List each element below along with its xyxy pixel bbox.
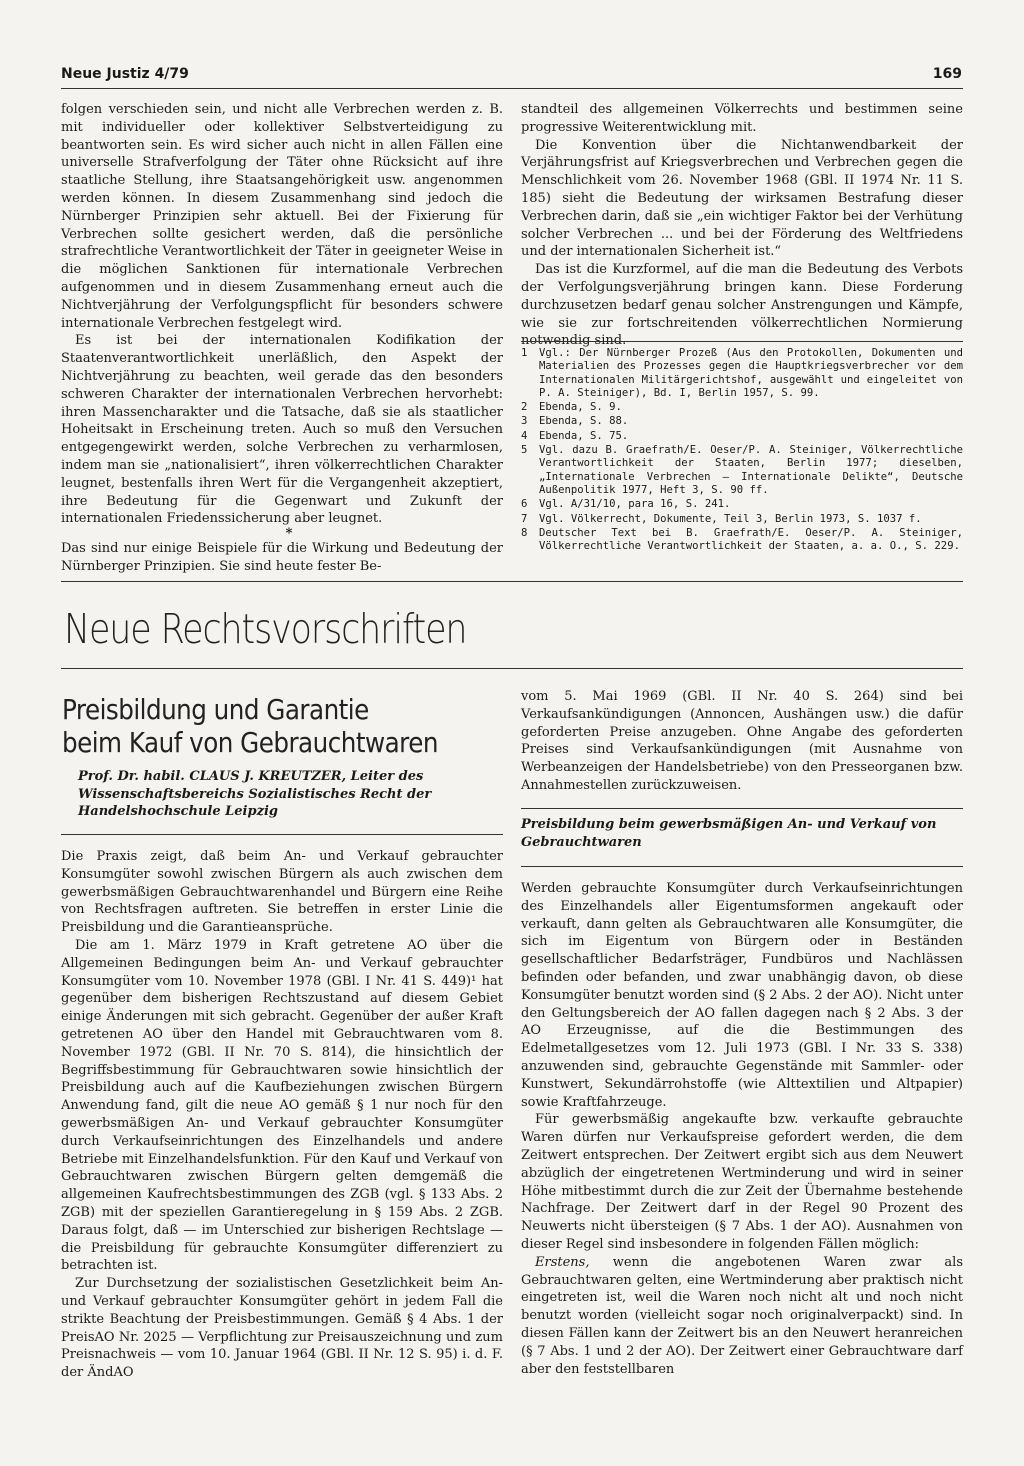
footnote-text: Ebenda, S. 75. xyxy=(539,429,629,442)
paragraph xyxy=(521,1254,963,1379)
footnote xyxy=(521,401,963,414)
paragraph: Das ist die Kurzformel, auf die man die Bedeutung des Verbots der Verfolgungsverjährung bringen kann. Diese Forderung durchzusetzen bedarf genau solcher Anstrengungen und Kämpfe, wie sie zur fortschreitenden völkerrechtlichen Normierung notwendig sind. xyxy=(521,262,963,349)
footnote-rule xyxy=(521,341,963,342)
article-left-column xyxy=(61,848,503,1382)
footnote-number: 8 xyxy=(521,526,528,539)
article-right-column-intro xyxy=(521,688,963,795)
footnote-number: 2 xyxy=(521,401,528,414)
paragraph: standteil des allgemeinen Völkerrechts und bestimmen seine progressive Weiterentwicklung mit. xyxy=(521,102,963,135)
section-title: Neue Rechtsvorschriften xyxy=(64,605,467,653)
footnote-text: Deutscher Text bei B. Graefrath/E. Oeser/P. A. Steiniger, Völkerrechtliche Verantwortlichkeit der Staaten, a. a. O., S. 229. xyxy=(539,526,963,553)
paragraph: Für gewerbsmäßig angekaufte bzw. verkaufte gebrauchte Waren dürfen nur Verkaufspreise gefordert werden, die dem Zeitwert entsprechen. Der Zeitwert ergibt sich aus dem Neuwert abzüglich der eingetretenen Wertminderung und wird in seiner Höhe mitbestimmt durch die zur Zeit der Übernahme bestehende Nachfrage. Der Zeitwert darf in der Regel 90 Prozent des Neuwerts nicht übersteigen (§ 7 Abs. 1 der AO). Ausnahmen von dieser Regel sind insbesondere in folgenden Fällen möglich: xyxy=(521,1112,963,1252)
emphasis: Erstens, xyxy=(535,1254,590,1270)
footnote xyxy=(521,415,963,428)
footnote-text: Vgl. dazu B. Graefrath/E. Oeser/P. A. Steiniger, Völkerrechtliche Verantwortlichkeit der Staaten, Berlin 1977; dieselben, „Internationale Verbrechen — Internationale Delikte“, Deutsche Außenpolitik 1977, Heft 3, S. 90 ff. xyxy=(539,444,963,496)
top-right-column xyxy=(521,101,963,350)
footnote-number: 5 xyxy=(521,444,528,457)
subheading: Preisbildung beim gewerbsmäßigen An- und Verkauf von Gebrauchtwaren xyxy=(521,817,937,850)
footnote xyxy=(521,444,963,497)
footnote-number: 7 xyxy=(521,512,528,525)
author-rule xyxy=(61,834,503,835)
paragraph-text: wenn die angebotenen Waren zwar als Gebrauchtwaren gelten, eine Wertminderung aber praktisch nicht eingetreten ist, weil die Waren noch nicht alt und noch nicht benutzt worden (vielleicht sogar noch originalverpackt) sind. In diesen Fällen kann der Zeitwert bis an den Neuwert heranreichen (§ 7 Abs. 1 und 2 der AO). Der Zeitwert einer Gebrauchtware darf aber den feststellbaren xyxy=(521,1254,963,1377)
footnote xyxy=(521,527,963,554)
footnote-number: 4 xyxy=(521,429,528,442)
section-separator: * xyxy=(285,526,293,542)
footnote-text: Vgl. A/31/10, para 16, S. 241. xyxy=(539,498,731,511)
paragraph: Das sind nur einige Beispiele für die Wirkung und Bedeutung der Nürnberger Prinzipien. Sie sind heute fester Be- xyxy=(61,541,503,574)
header-rule xyxy=(61,88,963,89)
paragraph: Zur Durchsetzung der sozialistischen Gesetzlichkeit beim An- und Verkauf gebrauchter Konsumgüter gehört in jedem Fall die strikte Beachtung der Preisbestimmungen. Gemäß § 4 Abs. 1 der PreisAO Nr. 2025 — Verpflichtung zur Preisauszeichnung und zum Preisnachweis — vom 10. Januar 1964 (GBl. II Nr. 12 S. 95) i. d. F. der ÄndAO xyxy=(61,1276,503,1381)
article-title-line: beim Kauf von Gebrauchtwaren xyxy=(62,726,438,759)
paragraph: Die Praxis zeigt, daß beim An- und Verkauf gebrauchter Konsumgüter sowohl zwischen Bürgern als auch zwischen dem gewerbsmäßigen Gebrauchtwarenhandel und Bürgern eine Reihe von Rechtsfragen auftreten. Sie betreffen in erster Linie die Preisbildung und die Garantieansprüche. xyxy=(61,849,503,936)
footnotes xyxy=(521,347,963,554)
section-rule-top xyxy=(61,581,963,582)
footnote-text: Ebenda, S. 9. xyxy=(539,401,622,414)
paragraph: Werden gebrauchte Konsumgüter durch Verkaufseinrichtungen des Einzelhandels aller Eigentumsformen angekauft oder verkauft, dann gelten als Gebrauchtwaren alle Konsumgüter, die sich im Eigentum von Bürgern oder in Beständen gesellschaftlicher Bedarfsträger, Fundbüros und Nachlässen befinden oder befanden, und zwar unabhängig davon, ob diese Konsumgüter benutzt worden sind (§ 2 Abs. 2 der AO). Nicht unter den Geltungsbereich der AO fallen dagegen nach § 2 Abs. 3 der AO Erzeugnisse, auf die die Bestimmungen des Edelmetallgesetzes vom 12. Juli 1973 (GBl. I Nr. 33 S. 338) anzuwenden sind, gebrauchte Gegenstände mit Sammler- oder Kunstwert, Sekundärrohstoffe (wie Alttextilien und Altpapier) sowie Kraftfahrzeuge. xyxy=(521,881,963,1110)
page-number: 169 xyxy=(932,66,962,82)
footnote-number: 3 xyxy=(521,415,528,428)
article-title-line: Preisbildung und Garantie xyxy=(62,693,369,726)
footnote xyxy=(521,430,963,443)
footnote-number: 6 xyxy=(521,498,528,511)
footnote xyxy=(521,347,963,400)
journal-issue: Neue Justiz 4/79 xyxy=(61,66,189,82)
footnote-number: 1 xyxy=(521,347,528,359)
paragraph: folgen verschieden sein, und nicht alle Verbrechen werden z. B. mit individueller oder kollektiver Selbstverteidigung zu beantworten sein. Es wird sicher auch nicht in allen Fällen eine universelle Strafverfolgung der Täter ohne Rücksicht auf ihre staatliche Stellung, ihre Staatsangehörigkeit usw. angenommen werden können. In diesem Zusammenhang sind jedoch die Nürnberger Prinzipien sehr aktuell. Bei der Fixierung für Verbrechen sollte gesichert werden, daß die persönliche strafrechtliche Verantwortlichkeit der Täter in geeigneter Weise in die möglichen Sanktionen für internationale Verbrechen aufgenommen und in diesem Zusammenhang erneut auch die Nichtverjährung der Verfolgungspflicht für besonders schwere internationale Verbrechen festgelegt wird. xyxy=(61,102,503,331)
article-author: Prof. Dr. habil. CLAUS J. KREUTZER, Leiter des Wissenschaftsbereichs Sozialistisches Recht der Handelshochschule Leipzig xyxy=(78,769,432,819)
footnote-text: Vgl.: Der Nürnberger Prozeß (Aus den Protokollen, Dokumenten und Materialien des Prozesses gegen die Hauptkriegsverbrecher vor dem Internationalen Militärgerichtshof, ausgewählt und eingeleitet von P. A. Steiniger), Bd. I, Berlin 1957, S. 99. xyxy=(539,347,963,399)
subheading-rule-top xyxy=(521,808,963,809)
subheading-rule-bottom xyxy=(521,866,963,867)
footnote-text: Vgl. Völkerrecht, Dokumente, Teil 3, Berlin 1973, S. 1037 f. xyxy=(539,512,922,525)
footnote xyxy=(521,498,963,511)
article-title xyxy=(62,693,449,759)
paragraph: Die am 1. März 1979 in Kraft getretene AO über die Allgemeinen Bedingungen beim An- und Verkauf gebrauchter Konsumgüter vom 10. November 1978 (GBl. I Nr. 41 S. 449)¹ hat gegenüber dem bisherigen Rechtszustand auf diesem Gebiet einige Änderungen mit sich gebracht. Gegenüber der außer Kraft getretenen AO über den Handel mit Gebrauchtwaren vom 8. November 1972 (GBl. II Nr. 70 S. 814), die hinsichtlich der Begriffsbestimmung für Gebrauchtwaren sowie hinsichtlich der Preisbildung auch auf die Kaufbeziehungen zwischen Bürgern Anwendung fand, gilt die neue AO gemäß § 1 nur noch für den gewerbsmäßigen An- und Verkauf gebrauchter Konsumgüter durch Verkaufseinrichtungen des Einzelhandels und andere Betriebe mit Einzelhandelsfunktion. Für den Kauf und Verkauf von Gebrauchtwaren zwischen Bürgern gelten demgemäß die allgemeinen Kaufrechtsbestimmungen des ZGB (vgl. § 133 Abs. 2 ZGB) mit der speziellen Garantieregelung in § 159 Abs. 2 ZGB. Daraus folgt, daß — im Unterschied zur bisherigen Rechtslage — die Preisbildung für gebrauchte Konsumgüter differenziert zu betrachten ist. xyxy=(61,937,503,1274)
article-right-column xyxy=(521,880,963,1378)
paragraph: Die Konvention über die Nichtanwendbarkeit der Verjährungsfrist auf Kriegsverbrechen und Verbrechen gegen die Menschlichkeit vom 26. November 1968 (GBl. II 1974 Nr. 11 S. 185) sieht die Bedeutung der wirksamen Bestrafung dieser Verbrechen darin, daß sie „ein wichtiger Faktor bei der Verhütung solcher Verbrechen ... und bei der Förderung des Weltfriedens und der internationalen Sicherheit ist.“ xyxy=(521,137,963,260)
footnote xyxy=(521,513,963,526)
footnote-text: Ebenda, S. 88. xyxy=(539,415,629,428)
paragraph: Es ist bei der internationalen Kodifikation der Staatenverantwortlichkeit unerläßlich, den Aspekt der Nichtverjährung zu beachten, weil gerade das den besonders schweren Charakter der internationalen Verbrechen hervorhebt: ihren Massencharakter und die Tatsache, daß sie als staatlicher Hoheitsakt in Erscheinung treten. Auch so muß den Versuchen entgegengewirkt werden, solche Verbrechen zu verharmlosen, indem man sie „nationalisiert“, ihren völkerrechtlichen Charakter leugnet, bestenfalls ihren Wert für die Vergangenheit akzeptiert, ihre Bedeutung für die Gegenwart und Zukunft der internationalen Friedenssicherung aber leugnet. xyxy=(61,333,503,527)
section-rule-bottom xyxy=(61,668,963,669)
top-left-column xyxy=(61,101,503,576)
paragraph: vom 5. Mai 1969 (GBl. II Nr. 40 S. 264) sind bei Verkaufsankündigungen (Annoncen, Aushängen usw.) die dafür geforderten Preise anzugeben. Ohne Angabe des geforderten Preises sind Verkaufsankündigungen (mit Ausnahme von Werbeanzeigen der Handelsbetriebe) von den Presseorganen bzw. Annahmestellen zurückzuweisen. xyxy=(521,689,963,793)
